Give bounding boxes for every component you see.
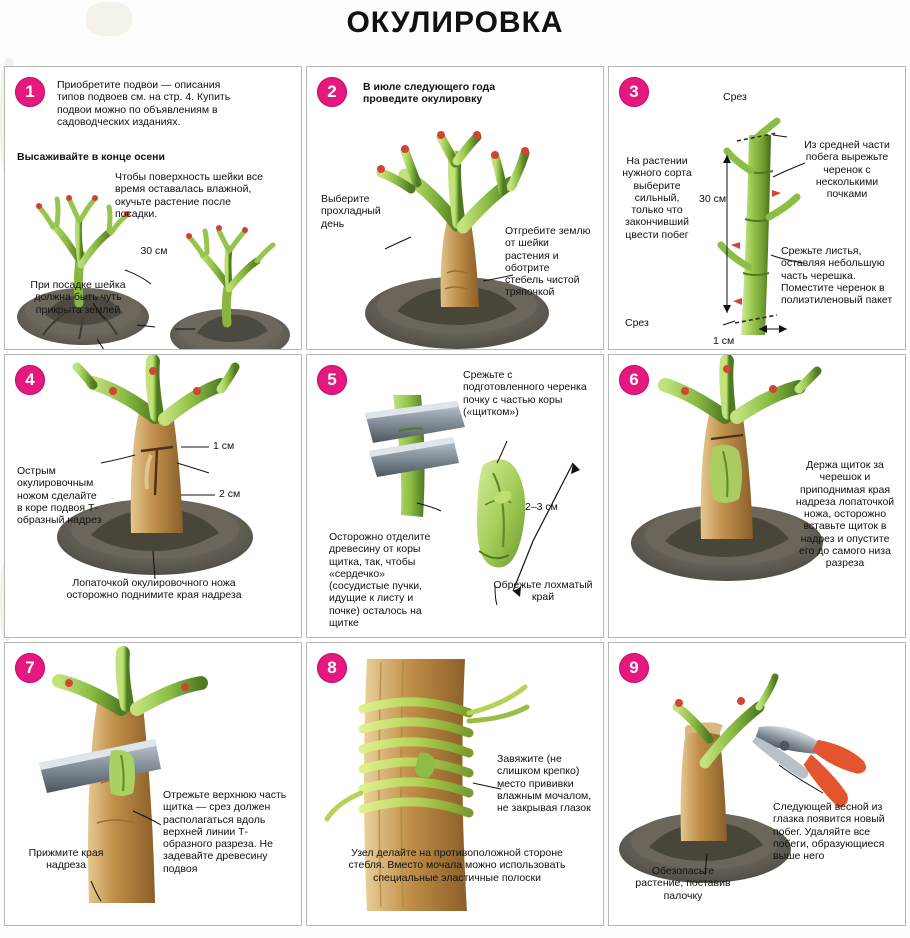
- step-3-caption-4: 30 см: [699, 193, 727, 205]
- step-6-caption-1: Держа щиток за черешок и приподнимая края надреза лопаточкой ножа, осторожно вставьте щиток в надрез и опустите его до самого низа разреза: [795, 459, 895, 570]
- step-number-badge: 3: [619, 77, 649, 107]
- step-4-caption-3: 2 см: [219, 488, 241, 500]
- step-number-badge: 8: [317, 653, 347, 683]
- page-title: ОКУЛИРОВКА: [346, 6, 564, 39]
- step-panel-8: [306, 642, 604, 926]
- step-9-caption-2: Следующей весной из глазка появится новый побег. Удаляйте все побеги, образующиеся выше него: [773, 801, 885, 863]
- step-3-caption-3: Срез: [625, 317, 649, 329]
- step-panel-3: [608, 66, 906, 350]
- step-number-badge: 7: [15, 653, 45, 683]
- step-8-caption-1: Завяжите (не слишком крепко) место прививки влажным мочалом, не закрывая глазок: [497, 753, 592, 815]
- step-8-caption-2: Узел делайте на противоположной стороне стебля. Вместо мочала можно использовать специальные эластичные полоски: [348, 847, 566, 884]
- step-9-caption-1: Обезопасьте растение, поставив палочку: [635, 865, 731, 902]
- step-4-caption-1: Острым окулировочным ножом сделайте в коре подвоя Т-образный надрез: [17, 465, 102, 527]
- step-1-caption-1: Приобретите подвои — описания типов подвоев см. на стр. 4. Купить подвои можно по объявлениям в садоводческих изданиях.: [57, 79, 231, 128]
- step-7-illustration: [5, 643, 301, 925]
- step-panel-7: [4, 642, 302, 926]
- step-1-caption-4: 30 см: [140, 245, 168, 257]
- step-number-badge: 4: [15, 365, 45, 395]
- step-2-caption-2: Выберите прохладный день: [321, 193, 381, 230]
- step-5-caption-2: Осторожно отделите древесину от коры щитка, так, чтобы «сердечко» (сосудистые пучки, идущие к листу и почке) осталось на щитке: [329, 531, 431, 629]
- step-panel-2: [306, 66, 604, 350]
- step-3-caption-7: Срежьте листья, оставляя небольшую часть черешка. Поместите черенок в полиэтиленовый пакет: [781, 245, 893, 307]
- step-7-caption-2: Прижмите края надреза: [28, 847, 104, 872]
- step-panel-4: [4, 354, 302, 638]
- step-1-caption-3: Чтобы поверхность шейки все время оставалась влажной, окучьте растение после посадки.: [115, 171, 263, 220]
- step-3-caption-6: Из средней части побега вырежьте черенок с несколькими почками: [804, 139, 890, 201]
- step-panel-6: [608, 354, 906, 638]
- step-5-caption-1: Срежьте с подготовленного черенка почку с частью коры («щитком»): [463, 369, 587, 418]
- step-panel-1: [4, 66, 302, 350]
- step-number-badge: 2: [317, 77, 347, 107]
- step-panel-5: [306, 354, 604, 638]
- step-1-caption-5: При посадке шейка должна быть чуть прикрыта землей: [30, 279, 126, 316]
- step-3-caption-2: Срез: [723, 91, 747, 103]
- step-number-badge: 6: [619, 365, 649, 395]
- step-number-badge: 9: [619, 653, 649, 683]
- step-5-caption-4: Обрежьте лохматый край: [493, 579, 593, 604]
- step-2-caption-1: В июле следующего года проведите окулировку: [363, 81, 496, 106]
- step-7-caption-1: Отрежьте верхнюю часть щитка — срез должен располагаться вдоль верхней линии Т-образного разреза. Не задевайте древесину подвоя: [163, 789, 287, 875]
- step-4-caption-2: 1 см: [213, 440, 235, 452]
- steps-grid: [4, 66, 906, 928]
- step-number-badge: 1: [15, 77, 45, 107]
- step-1-caption-2: Высаживайте в конце осени: [17, 151, 165, 163]
- step-number-badge: 5: [317, 365, 347, 395]
- step-5-caption-3: 2–3 см: [525, 501, 558, 513]
- step-3-caption-5: 1 см: [713, 335, 735, 347]
- step-4-caption-4: Лопаточкой окулировочного ножа осторожно поднимите края надреза: [66, 577, 242, 602]
- step-3-caption-1: На растении нужного сорта выберите сильный, только что закончивший цвести побег: [622, 155, 692, 241]
- step-panel-9: [608, 642, 906, 926]
- step-2-caption-3: Отгребите землю от шейки растения и оботрите стебель чистой тряпочкой: [505, 225, 591, 299]
